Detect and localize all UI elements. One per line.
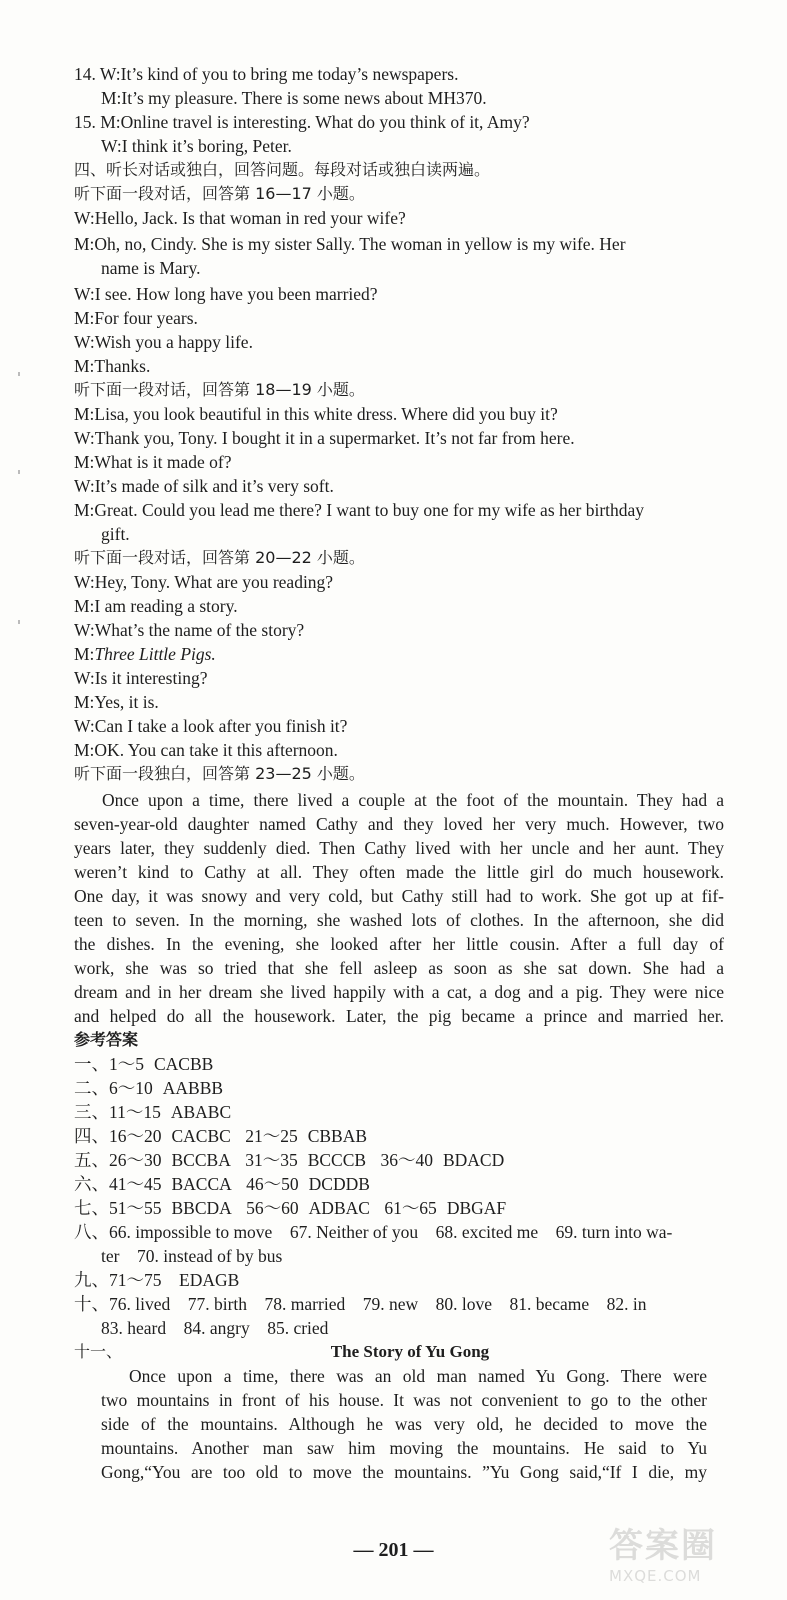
transcript-line: 14. W:It’s kind of you to bring me today’s newspapers. <box>74 64 459 84</box>
section-label: 十一、 <box>74 1342 123 1361</box>
transcript-line: W:Can I take a look after you finish it? <box>74 716 348 736</box>
answer-value: CACBB <box>154 1054 214 1074</box>
answers-heading: 参考答案 <box>74 1030 139 1049</box>
story-line: dream and in her dream she lived happily with a cat, a dog and a pig. They were nice <box>74 982 724 1002</box>
transcript-line: gift. <box>101 524 130 544</box>
answer-value: DCDDB <box>308 1174 370 1194</box>
answer-range: 六、41～45 <box>74 1174 162 1194</box>
section-heading: 四、听长对话或独白，回答问题。每段对话或独白读两遍。 <box>74 160 491 179</box>
story-title-italic: Three Little Pigs. <box>94 644 216 664</box>
story-line: seven-year-old daughter named Cathy and they loved her very much. However, two <box>74 814 724 834</box>
answer-row <box>74 1196 724 1220</box>
answer-row <box>74 1172 724 1196</box>
transcript-line: M:What is it made of? <box>74 452 232 472</box>
answer-range: 21～25 <box>245 1126 298 1146</box>
answer-row: 83. heard 84. angry 85. cried <box>101 1318 329 1338</box>
story-line: Once upon a time, there lived a couple at the foot of the mountain. They had a <box>102 790 724 810</box>
essay-line: side of the mountains. Although he was very old, he decided to move the <box>101 1414 707 1434</box>
answer-row: 八、66. impossible to move 67. Neither of you 68. excited me 69. turn into wa- <box>74 1222 673 1242</box>
answer-value: ADBAC <box>308 1198 370 1218</box>
transcript-line: M:It’s my pleasure. There is some news about MH370. <box>101 88 487 108</box>
story-line: teen to seven. In the morning, she washed lots of clothes. In the afternoon, she did <box>74 910 724 930</box>
watermark-url: MXQE.COM <box>609 1567 702 1585</box>
story-line: and helped do all the housework. Later, the pig became a prince and married her. <box>74 1006 724 1026</box>
essay-line: Once upon a time, there was an old man named Yu Gong. There were <box>129 1366 707 1386</box>
transcript-line: M:Oh, no, Cindy. She is my sister Sally. The woman in yellow is my wife. Her <box>74 234 626 254</box>
answer-value: CACBC <box>171 1126 231 1146</box>
answer-value: DBGAF <box>446 1198 507 1218</box>
margin-mark <box>18 620 20 624</box>
transcript-line: M:Yes, it is. <box>74 692 159 712</box>
story-line: work, she was so tried that she fell asleep as soon as she sat down. She had a <box>74 958 724 978</box>
section-instruction: 听下面一段对话，回答第 16—17 小题。 <box>74 184 365 203</box>
answer-row <box>74 1052 724 1076</box>
answer-row: 九、71～75 EDAGB <box>74 1270 240 1290</box>
transcript-line: W:It’s made of silk and it’s very soft. <box>74 476 334 496</box>
watermark-text: 答案圈 <box>609 1526 717 1566</box>
transcript-line: 15. M:Online travel is interesting. What do you think of it, Amy? <box>74 112 530 132</box>
answer-range: 36～40 <box>380 1150 433 1170</box>
answer-value: BACCA <box>171 1174 232 1194</box>
answer-row <box>74 1100 724 1124</box>
transcript-line: M:For four years. <box>74 308 198 328</box>
answer-range: 56～60 <box>246 1198 299 1218</box>
answer-range: 一、1～5 <box>74 1054 144 1074</box>
answer-value: BCCBA <box>171 1150 231 1170</box>
answer-value: CBBAB <box>307 1126 368 1146</box>
story-line: the dishes. In the evening, she looked after her little cousin. After a full day of <box>74 934 724 954</box>
answer-row: ter 70. instead of by bus <box>101 1246 283 1266</box>
transcript-line: W:I see. How long have you been married? <box>74 284 378 304</box>
transcript-line: name is Mary. <box>101 258 201 278</box>
answer-range: 61～65 <box>384 1198 437 1218</box>
transcript-line: M:Thanks. <box>74 356 151 376</box>
answer-range: 二、6～10 <box>74 1078 153 1098</box>
transcript-line: W:Wish you a happy life. <box>74 332 253 352</box>
transcript-line: M:I am reading a story. <box>74 596 238 616</box>
answer-range: 31～35 <box>245 1150 298 1170</box>
transcript-line: W:Hey, Tony. What are you reading? <box>74 572 334 592</box>
answer-value: BDACD <box>442 1150 505 1170</box>
section-instruction: 听下面一段独白，回答第 23—25 小题。 <box>74 764 365 783</box>
essay-line: mountains. Another man saw him moving the mountains. He said to Yu <box>101 1438 707 1458</box>
answer-value: BCCCB <box>307 1150 367 1170</box>
answer-row <box>74 1076 724 1100</box>
answer-range: 五、26～30 <box>74 1150 162 1170</box>
answer-range: 三、11～15 <box>74 1102 161 1122</box>
transcript-line: W:Thank you, Tony. I bought it in a supermarket. It’s not far from here. <box>74 428 575 448</box>
transcript-line: W:What’s the name of the story? <box>74 620 305 640</box>
transcript-line: M:Great. Could you lead me there? I want to buy one for my wife as her birthday <box>74 500 645 520</box>
margin-mark <box>18 470 20 474</box>
answer-value: ABABC <box>170 1102 232 1122</box>
transcript-line: M:Lisa, you look beautiful in this white dress. Where did you buy it? <box>74 404 558 424</box>
answer-row <box>74 1148 724 1172</box>
answer-row <box>74 1124 724 1148</box>
transcript-line: M:OK. You can take it this afternoon. <box>74 740 338 760</box>
transcript-line <box>74 642 724 666</box>
essay-line: two mountains in front of his house. It was not convenient to go to the other <box>101 1390 707 1410</box>
essay-title: The Story of Yu Gong <box>330 1342 490 1361</box>
answer-range: 七、51～55 <box>74 1198 162 1218</box>
answer-row: 十、76. lived 77. birth 78. married 79. new 80. love 81. became 82. in <box>74 1294 647 1314</box>
transcript-line: W:I think it’s boring, Peter. <box>101 136 292 156</box>
margin-mark <box>18 372 20 376</box>
answer-range: 46～50 <box>246 1174 299 1194</box>
story-line: years later, they suddenly died. Then Cathy lived with her uncle and her aunt. They <box>74 838 724 858</box>
speaker-label: M: <box>74 644 95 664</box>
transcript-line: W:Hello, Jack. Is that woman in red your wife? <box>74 208 406 228</box>
answer-range: 四、16～20 <box>74 1126 162 1146</box>
story-line: One day, it was snowy and very cold, but Cathy still had to work. She got up at fif- <box>74 886 724 906</box>
answer-value: BBCDA <box>171 1198 232 1218</box>
section-instruction: 听下面一段对话，回答第 18—19 小题。 <box>74 380 365 399</box>
page-number: — 201 — <box>353 1539 434 1561</box>
story-line: weren’t kind to Cathy at all. They often made the little girl do much housework. <box>74 862 724 882</box>
section-instruction: 听下面一段对话，回答第 20—22 小题。 <box>74 548 365 567</box>
watermark-logo <box>609 1518 769 1588</box>
essay-line: Gong,“You are too old to move the mountains. ”Yu Gong said,“If I die, my <box>101 1462 707 1482</box>
transcript-line: W:Is it interesting? <box>74 668 208 688</box>
answer-value: AABBB <box>162 1078 224 1098</box>
